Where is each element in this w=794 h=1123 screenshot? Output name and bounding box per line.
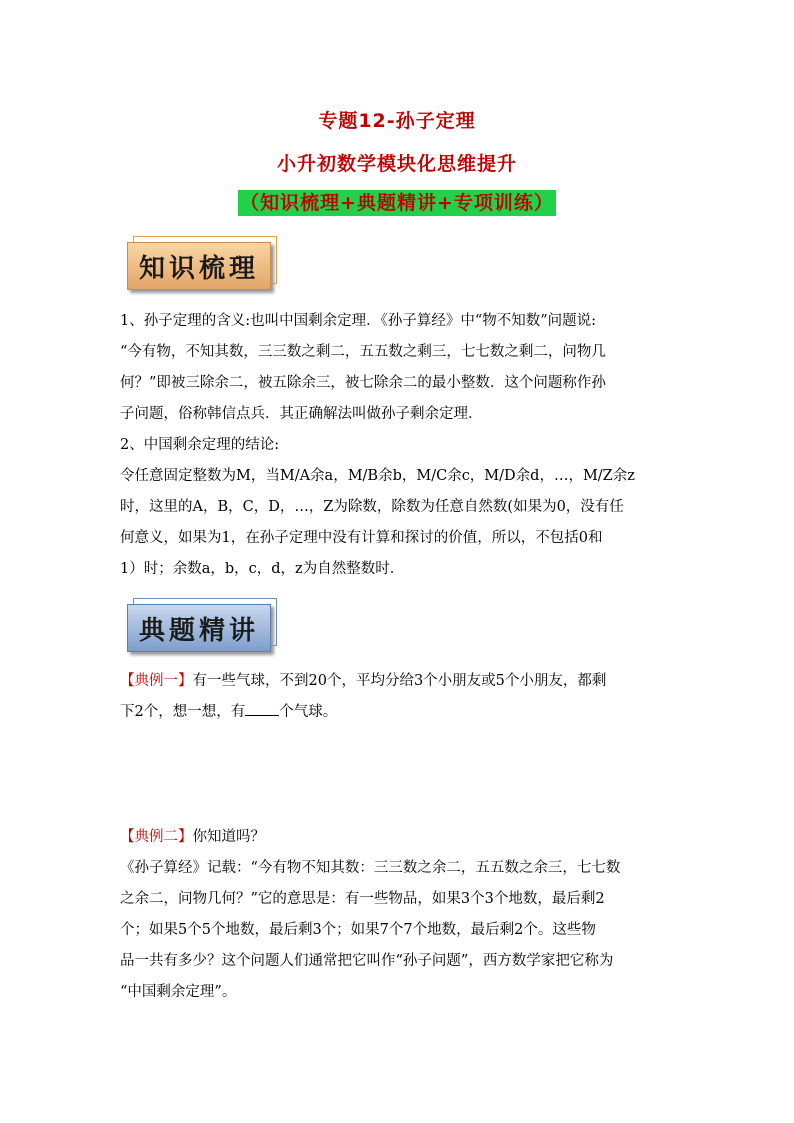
example-one-line (120, 697, 680, 728)
example-two-heading: 你知道吗？ (192, 829, 265, 845)
answer-blank (245, 703, 279, 716)
section-heading-examples: 典题精讲 (127, 604, 271, 652)
knowledge-line: 1）时；余数a，b，c，d，z为自然整数时． (120, 561, 405, 577)
knowledge-line: 令任意固定整数为M，当M/A余a，M/B余b，M/C余c，M/D余d，…，M/Z余z (120, 468, 635, 484)
example-two-line (120, 822, 680, 853)
section-badge-knowledge (127, 242, 273, 290)
knowledge-line: “今有物，不知其数，三三数之剩二，五五数之剩三，七七数之剩二，问物几 (120, 344, 606, 360)
document-subtitle: 小升初数学模块化思维提升 (276, 153, 517, 175)
example-one (120, 666, 680, 728)
knowledge-line: 2、中国剩余定理的结论: (120, 437, 280, 453)
example-one-text: 下2个，想一想，有 (120, 704, 246, 720)
example-one-text: 有一些气球，不到20个，平均分给3个小朋友或5个小朋友，都剩 (192, 673, 607, 689)
knowledge-line: 时，这里的A，B，C，D，…，Z为除数，除数为任意自然数(如果为0，没有任 (120, 499, 624, 515)
section-badge-examples (127, 604, 273, 652)
example-one-label: 【典例一】 (120, 673, 193, 689)
knowledge-line: 何意义，如果为1，在孙子定理中没有计算和探讨的价值，所以，不包括0和 (120, 530, 603, 546)
example-one-line (120, 666, 680, 697)
knowledge-text (120, 306, 680, 585)
example-two-line: 个；如果5个5个地数，最后剩3个；如果7个7个地数，最后剩2个。这些物 (120, 922, 596, 938)
knowledge-line: 何？”即被三除余二，被五除余三，被七除余二的最小整数．这个问题称作孙 (120, 375, 606, 391)
example-two-line: 品一共有多少？这个问题人们通常把它叫作“孙子问题”，西方数学家把它称为 (120, 953, 614, 969)
example-two-label: 【典例二】 (120, 829, 193, 845)
knowledge-line: 1、孙子定理的含义:也叫中国剩余定理．《孙子算经》中“物不知数”问题说: (120, 313, 597, 329)
tagline-highlight: （知识梳理+典题精讲+专项训练） (240, 192, 554, 214)
example-two (120, 822, 680, 1008)
example-two-line: “中国剩余定理”。 (120, 984, 237, 1000)
example-one-text: 个气球。 (279, 704, 338, 720)
example-two-line: 之余二，问物几何？”它的意思是：有一些物品，如果3个3个地数，最后剩2 (120, 891, 605, 907)
knowledge-line: 子问题，俗称韩信点兵．其正确解法叫做孙子剩余定理． (120, 406, 483, 422)
example-two-line: 《孙子算经》记载：“今有物不知其数：三三数之余二，五五数之余三，七七数 (120, 860, 621, 876)
document-tagline (0, 188, 794, 215)
document-title: 专题12-孙子定理 (318, 110, 476, 132)
section-heading-knowledge: 知识梳理 (127, 242, 271, 290)
